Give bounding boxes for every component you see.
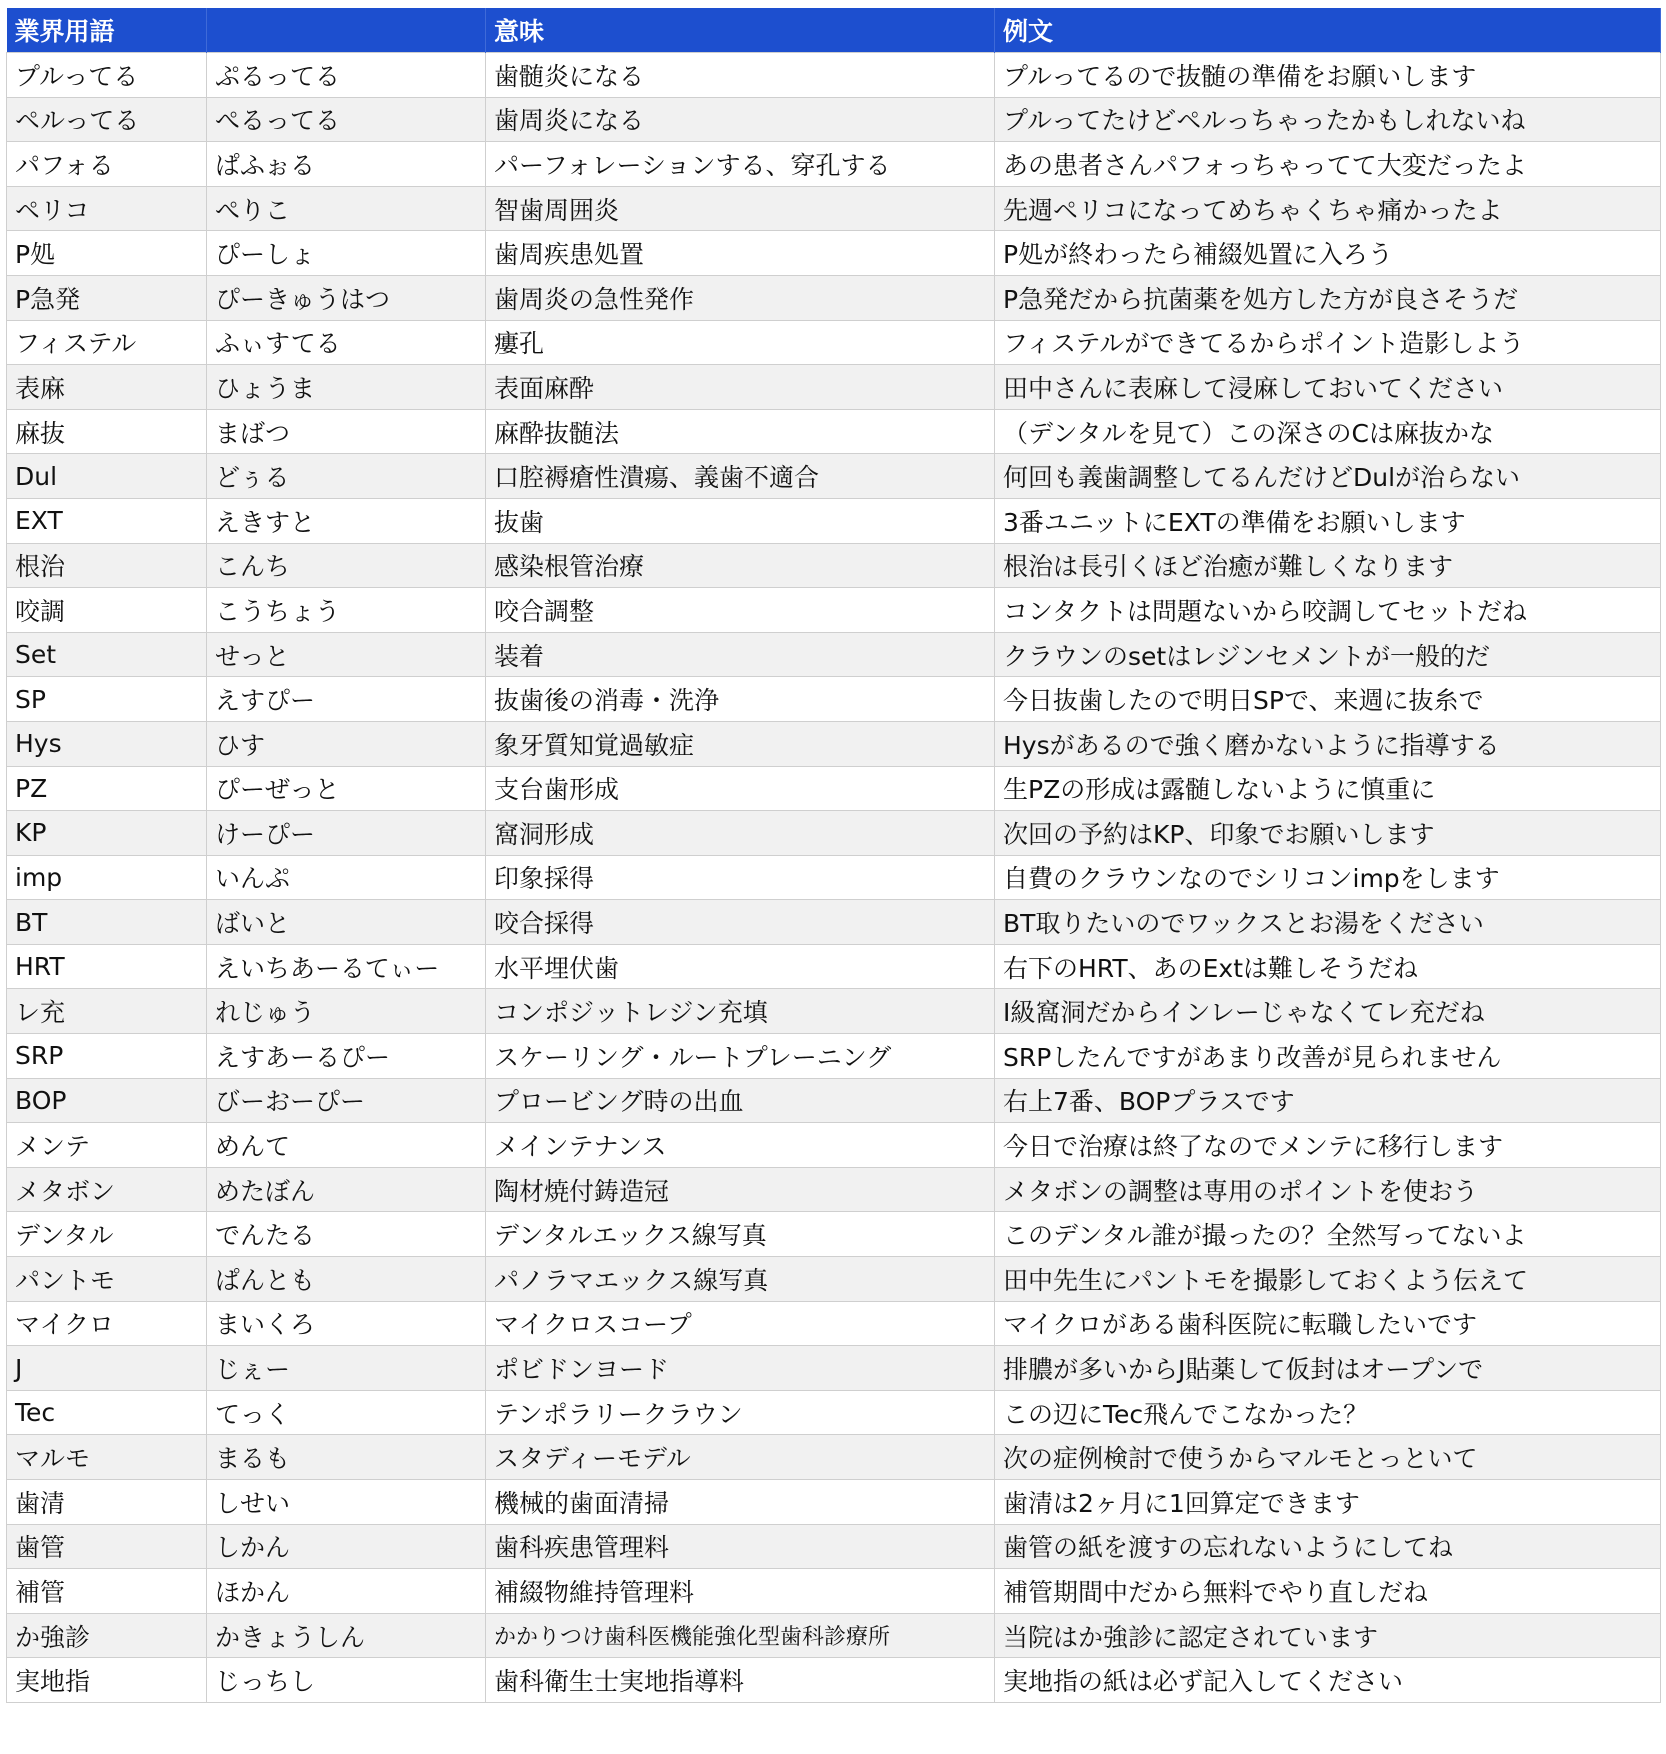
cell-term[interactable]: 補管 xyxy=(7,1569,207,1614)
cell-meaning[interactable]: パーフォレーションする、穿孔する xyxy=(486,142,995,187)
cell-meaning[interactable]: 歯周炎の急性発作 xyxy=(486,275,995,320)
cell-reading[interactable]: えすぴー xyxy=(207,677,486,722)
cell-example[interactable]: P処が終わったら補綴処置に入ろう xyxy=(995,231,1661,276)
header-meaning[interactable]: 意味 xyxy=(486,8,995,53)
table-row xyxy=(7,900,1661,945)
table-row xyxy=(7,1257,1661,1302)
cell-example[interactable]: （デンタルを見て）この深さのCは麻抜かな xyxy=(995,409,1661,454)
cell-example[interactable]: 何回も義歯調整してるんだけどDulが治らない xyxy=(995,454,1661,499)
cell-reading[interactable]: まるも xyxy=(207,1435,486,1480)
cell-meaning[interactable]: 瘻孔 xyxy=(486,320,995,365)
cell-example[interactable]: 排膿が多いからJ貼薬して仮封はオープンで xyxy=(995,1346,1661,1391)
cell-example[interactable]: 先週ペリコになってめちゃくちゃ痛かったよ xyxy=(995,186,1661,231)
cell-reading[interactable]: ぺりこ xyxy=(207,186,486,231)
table-row xyxy=(7,677,1661,722)
cell-term[interactable]: 根治 xyxy=(7,543,207,588)
cell-term[interactable]: EXT xyxy=(7,498,207,543)
table-row xyxy=(7,1435,1661,1480)
cell-term[interactable]: 表麻 xyxy=(7,365,207,410)
table-row xyxy=(7,1613,1661,1658)
cell-term[interactable]: Dul xyxy=(7,454,207,499)
cell-meaning[interactable]: 口腔褥瘡性潰瘍、義歯不適合 xyxy=(486,454,995,499)
cell-meaning[interactable]: 歯科衛生士実地指導料 xyxy=(486,1658,995,1703)
cell-example[interactable]: プルってたけどペルっちゃったかもしれないね xyxy=(995,97,1661,142)
table-row xyxy=(7,186,1661,231)
cell-meaning[interactable]: デンタルエックス線写真 xyxy=(486,1212,995,1257)
cell-example[interactable]: 根治は長引くほど治癒が難しくなります xyxy=(995,543,1661,588)
cell-term[interactable]: 咬調 xyxy=(7,588,207,633)
cell-example[interactable]: 田中先生にパントモを撮影しておくよう伝えて xyxy=(995,1257,1661,1302)
cell-reading[interactable]: ばいと xyxy=(207,900,486,945)
header-reading[interactable] xyxy=(207,8,486,53)
cell-reading[interactable]: どぅる xyxy=(207,454,486,499)
cell-reading[interactable]: びーおーぴー xyxy=(207,1078,486,1123)
table-row xyxy=(7,1212,1661,1257)
header-example[interactable]: 例文 xyxy=(995,8,1661,53)
cell-reading[interactable]: じぇー xyxy=(207,1346,486,1391)
cell-term[interactable]: Hys xyxy=(7,721,207,766)
cell-meaning[interactable]: スケーリング・ルートプレーニング xyxy=(486,1034,995,1079)
cell-meaning[interactable]: 機械的歯面清掃 xyxy=(486,1480,995,1525)
table-row xyxy=(7,454,1661,499)
table-row xyxy=(7,1524,1661,1569)
cell-term[interactable]: 歯管 xyxy=(7,1524,207,1569)
cell-reading[interactable]: えすあーるぴー xyxy=(207,1034,486,1079)
table-row xyxy=(7,989,1661,1034)
cell-reading[interactable]: ふぃすてる xyxy=(207,320,486,365)
cell-reading[interactable]: まいくろ xyxy=(207,1301,486,1346)
cell-term[interactable]: か強診 xyxy=(7,1613,207,1658)
header-term[interactable]: 業界用語 xyxy=(7,8,207,53)
cell-term[interactable]: レ充 xyxy=(7,989,207,1034)
table-row xyxy=(7,275,1661,320)
table-row xyxy=(7,721,1661,766)
cell-term[interactable]: HRT xyxy=(7,944,207,989)
header-row xyxy=(7,8,1661,53)
cell-term[interactable]: フィステル xyxy=(7,320,207,365)
table-row xyxy=(7,1658,1661,1703)
cell-example[interactable]: このデンタル誰が撮ったの？全然写ってないよ xyxy=(995,1212,1661,1257)
table-row xyxy=(7,1569,1661,1614)
cell-meaning[interactable]: 歯科疾患管理料 xyxy=(486,1524,995,1569)
cell-meaning[interactable]: 装着 xyxy=(486,632,995,677)
cell-meaning[interactable]: パノラマエックス線写真 xyxy=(486,1257,995,1302)
cell-term[interactable]: imp xyxy=(7,855,207,900)
cell-reading[interactable]: まばつ xyxy=(207,409,486,454)
table-row xyxy=(7,944,1661,989)
cell-term[interactable]: J xyxy=(7,1346,207,1391)
cell-meaning[interactable]: かかりつけ歯科医機能強化型歯科診療所 xyxy=(486,1613,995,1658)
cell-example[interactable]: 実地指の紙は必ず記入してください xyxy=(995,1658,1661,1703)
cell-meaning[interactable]: 咬合調整 xyxy=(486,588,995,633)
cell-term[interactable]: P急発 xyxy=(7,275,207,320)
cell-example[interactable]: 右上7番、BOPプラスです xyxy=(995,1078,1661,1123)
cell-reading[interactable]: いんぷ xyxy=(207,855,486,900)
cell-example[interactable]: 補管期間中だから無料でやり直しだね xyxy=(995,1569,1661,1614)
table-row xyxy=(7,142,1661,187)
table-row xyxy=(7,365,1661,410)
cell-reading[interactable]: てっく xyxy=(207,1390,486,1435)
cell-reading[interactable]: かきょうしん xyxy=(207,1613,486,1658)
table-row xyxy=(7,498,1661,543)
cell-meaning[interactable]: 陶材焼付鋳造冠 xyxy=(486,1167,995,1212)
cell-reading[interactable]: えいちあーるてぃー xyxy=(207,944,486,989)
table-row xyxy=(7,855,1661,900)
cell-reading[interactable]: けーぴー xyxy=(207,811,486,856)
cell-example[interactable]: 当院はか強診に認定されています xyxy=(995,1613,1661,1658)
cell-meaning[interactable]: 感染根管治療 xyxy=(486,543,995,588)
cell-term[interactable]: SP xyxy=(7,677,207,722)
cell-meaning[interactable]: ポビドンヨード xyxy=(486,1346,995,1391)
cell-example[interactable]: 生PZの形成は露髄しないように慎重に xyxy=(995,766,1661,811)
cell-meaning[interactable]: メインテナンス xyxy=(486,1123,995,1168)
cell-example[interactable]: BT取りたいのでワックスとお湯をください xyxy=(995,900,1661,945)
cell-meaning[interactable]: 智歯周囲炎 xyxy=(486,186,995,231)
table-row xyxy=(7,231,1661,276)
cell-reading[interactable]: ひす xyxy=(207,721,486,766)
cell-reading[interactable]: ぺるってる xyxy=(207,97,486,142)
cell-reading[interactable]: めたぼん xyxy=(207,1167,486,1212)
table-row xyxy=(7,1167,1661,1212)
cell-example[interactable]: コンタクトは問題ないから咬調してセットだね xyxy=(995,588,1661,633)
cell-term[interactable]: 歯清 xyxy=(7,1480,207,1525)
cell-reading[interactable]: こうちょう xyxy=(207,588,486,633)
cell-example[interactable]: 今日で治療は終了なのでメンテに移行します xyxy=(995,1123,1661,1168)
cell-term[interactable]: BT xyxy=(7,900,207,945)
cell-reading[interactable]: ぴーしょ xyxy=(207,231,486,276)
spreadsheet xyxy=(6,8,1660,1703)
cell-reading[interactable]: ぱんとも xyxy=(207,1257,486,1302)
cell-example[interactable]: 自費のクラウンなのでシリコンimpをします xyxy=(995,855,1661,900)
cell-term[interactable]: メタボン xyxy=(7,1167,207,1212)
cell-meaning[interactable]: 象牙質知覚過敏症 xyxy=(486,721,995,766)
cell-meaning[interactable]: 水平埋伏歯 xyxy=(486,944,995,989)
cell-term[interactable]: Tec xyxy=(7,1390,207,1435)
cell-example[interactable]: 田中さんに表麻して浸麻しておいてください xyxy=(995,365,1661,410)
cell-meaning[interactable]: 歯髄炎になる xyxy=(486,53,995,98)
cell-example[interactable]: クラウンのsetはレジンセメントが一般的だ xyxy=(995,632,1661,677)
cell-reading[interactable]: ぴーぜっと xyxy=(207,766,486,811)
cell-meaning[interactable]: 抜歯後の消毒・洗浄 xyxy=(486,677,995,722)
table-row xyxy=(7,543,1661,588)
table-row xyxy=(7,409,1661,454)
table-row xyxy=(7,1480,1661,1525)
cell-reading[interactable]: でんたる xyxy=(207,1212,486,1257)
table-row xyxy=(7,1123,1661,1168)
table-row xyxy=(7,1390,1661,1435)
table-row xyxy=(7,320,1661,365)
cell-meaning[interactable]: テンポラリークラウン xyxy=(486,1390,995,1435)
cell-example[interactable]: SRPしたんですがあまり改善が見られません xyxy=(995,1034,1661,1079)
cell-example[interactable]: あの患者さんパフォっちゃってて大変だったよ xyxy=(995,142,1661,187)
table-row xyxy=(7,632,1661,677)
cell-term[interactable]: マルモ xyxy=(7,1435,207,1480)
cell-example[interactable]: P急発だから抗菌薬を処方した方が良さそうだ xyxy=(995,275,1661,320)
cell-term[interactable]: KP xyxy=(7,811,207,856)
table-row xyxy=(7,97,1661,142)
cell-term[interactable]: デンタル xyxy=(7,1212,207,1257)
table-row xyxy=(7,53,1661,98)
table-row xyxy=(7,1078,1661,1123)
cell-example[interactable]: プルってるので抜髄の準備をお願いします xyxy=(995,53,1661,98)
table-row xyxy=(7,1034,1661,1079)
cell-example[interactable]: フィステルができてるからポイント造影しよう xyxy=(995,320,1661,365)
cell-term[interactable]: BOP xyxy=(7,1078,207,1123)
cell-example[interactable]: 歯管の紙を渡すの忘れないようにしてね xyxy=(995,1524,1661,1569)
cell-example[interactable]: Ⅰ級窩洞だからインレーじゃなくてレ充だね xyxy=(995,989,1661,1034)
cell-meaning[interactable]: 麻酔抜髄法 xyxy=(486,409,995,454)
cell-term[interactable]: 実地指 xyxy=(7,1658,207,1703)
cell-example[interactable]: この辺にTec飛んでこなかった？ xyxy=(995,1390,1661,1435)
cell-reading[interactable]: めんて xyxy=(207,1123,486,1168)
cell-meaning[interactable]: コンポジットレジン充填 xyxy=(486,989,995,1034)
cell-term[interactable]: パントモ xyxy=(7,1257,207,1302)
cell-meaning[interactable]: 窩洞形成 xyxy=(486,811,995,856)
cell-meaning[interactable]: スタディーモデル xyxy=(486,1435,995,1480)
cell-term[interactable]: ペリコ xyxy=(7,186,207,231)
cell-term[interactable]: PZ xyxy=(7,766,207,811)
cell-reading[interactable]: しせい xyxy=(207,1480,486,1525)
cell-meaning[interactable]: 印象採得 xyxy=(486,855,995,900)
table-row xyxy=(7,811,1661,856)
cell-meaning[interactable]: 歯周疾患処置 xyxy=(486,231,995,276)
cell-example[interactable]: Hysがあるので強く磨かないように指導する xyxy=(995,721,1661,766)
cell-meaning[interactable]: 支台歯形成 xyxy=(486,766,995,811)
cell-example[interactable]: 今日抜歯したので明日SPで、来週に抜糸で xyxy=(995,677,1661,722)
cell-reading[interactable]: ぱふぉる xyxy=(207,142,486,187)
cell-term[interactable]: P処 xyxy=(7,231,207,276)
cell-example[interactable]: 右下のHRT、あのExtは難しそうだね xyxy=(995,944,1661,989)
cell-example[interactable]: 次回の予約はKP、印象でお願いします xyxy=(995,811,1661,856)
cell-meaning[interactable]: プロービング時の出血 xyxy=(486,1078,995,1123)
cell-term[interactable]: ペルってる xyxy=(7,97,207,142)
dental-jargon-table xyxy=(6,8,1661,1703)
cell-meaning[interactable]: 補綴物維持管理料 xyxy=(486,1569,995,1614)
cell-term[interactable]: マイクロ xyxy=(7,1301,207,1346)
cell-example[interactable]: マイクロがある歯科医院に転職したいです xyxy=(995,1301,1661,1346)
cell-meaning[interactable]: 歯周炎になる xyxy=(486,97,995,142)
cell-reading[interactable]: こんち xyxy=(207,543,486,588)
table-row xyxy=(7,1301,1661,1346)
cell-reading[interactable]: えきすと xyxy=(207,498,486,543)
cell-example[interactable]: メタボンの調整は専用のポイントを使おう xyxy=(995,1167,1661,1212)
table-row xyxy=(7,1346,1661,1391)
cell-reading[interactable]: ぷるってる xyxy=(207,53,486,98)
cell-reading[interactable]: ほかん xyxy=(207,1569,486,1614)
cell-term[interactable]: Set xyxy=(7,632,207,677)
cell-term[interactable]: パフォる xyxy=(7,142,207,187)
cell-meaning[interactable]: 抜歯 xyxy=(486,498,995,543)
cell-example[interactable]: 3番ユニットにEXTの準備をお願いします xyxy=(995,498,1661,543)
cell-example[interactable]: 次の症例検討で使うからマルモとっといて xyxy=(995,1435,1661,1480)
cell-reading[interactable]: ひょうま xyxy=(207,365,486,410)
cell-term[interactable]: メンテ xyxy=(7,1123,207,1168)
cell-term[interactable]: SRP xyxy=(7,1034,207,1079)
cell-meaning[interactable]: 咬合採得 xyxy=(486,900,995,945)
cell-meaning[interactable]: 表面麻酔 xyxy=(486,365,995,410)
table-row xyxy=(7,588,1661,633)
cell-term[interactable]: プルってる xyxy=(7,53,207,98)
cell-reading[interactable]: ぴーきゅうはつ xyxy=(207,275,486,320)
cell-term[interactable]: 麻抜 xyxy=(7,409,207,454)
cell-meaning[interactable]: マイクロスコープ xyxy=(486,1301,995,1346)
cell-example[interactable]: 歯清は2ヶ月に1回算定できます xyxy=(995,1480,1661,1525)
table-row xyxy=(7,766,1661,811)
cell-reading[interactable]: しかん xyxy=(207,1524,486,1569)
cell-reading[interactable]: じっちし xyxy=(207,1658,486,1703)
cell-reading[interactable]: れじゅう xyxy=(207,989,486,1034)
cell-reading[interactable]: せっと xyxy=(207,632,486,677)
